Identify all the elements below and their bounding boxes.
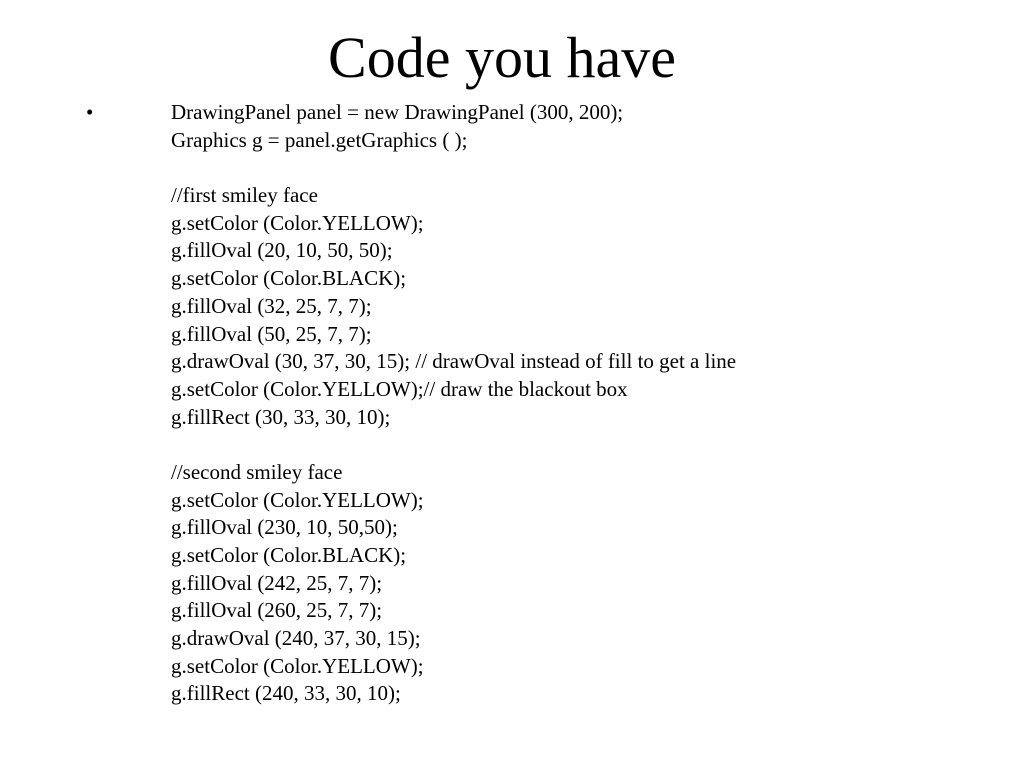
- code-line: g.drawOval (240, 37, 30, 15);: [171, 626, 421, 651]
- code-line: g.setColor (Color.BLACK);: [171, 266, 407, 291]
- code-line: g.fillOval (50, 25, 7, 7);: [171, 321, 372, 346]
- code-line: DrawingPanel panel = new DrawingPanel (300, 200);: [171, 100, 624, 124]
- code-line: g.setColor (Color.YELLOW);: [171, 487, 424, 512]
- slide-title: Code you have: [328, 25, 676, 90]
- code-comment: //first smiley face: [171, 183, 318, 208]
- code-line: g.fillOval (260, 25, 7, 7);: [171, 598, 383, 623]
- code-block: [171, 99, 991, 708]
- bullet-icon: •: [86, 100, 94, 124]
- code-line: g.fillRect (30, 33, 30, 10);: [171, 404, 391, 429]
- code-line: g.drawOval (30, 37, 30, 15); // drawOval instead of fill to get a line: [171, 349, 737, 374]
- code-line: g.fillRect (240, 33, 30, 10);: [171, 681, 401, 706]
- code-line: g.setColor (Color.YELLOW);// draw the blackout box: [171, 376, 628, 401]
- blank-line: [171, 154, 991, 182]
- code-line: g.setColor (Color.BLACK);: [171, 543, 407, 567]
- code-comment: //second smiley face: [171, 459, 343, 484]
- code-line: g.fillOval (242, 25, 7, 7);: [171, 570, 383, 595]
- code-line: g.fillOval (32, 25, 7, 7);: [171, 293, 372, 318]
- code-line: Graphics g = panel.getGraphics ( );: [171, 127, 468, 152]
- code-line: g.fillOval (20, 10, 50, 50);: [171, 238, 393, 263]
- blank-line: [171, 431, 991, 459]
- code-line: g.fillOval (230, 10, 50,50);: [171, 515, 398, 540]
- code-line: g.setColor (Color.YELLOW);: [171, 210, 424, 235]
- code-line: g.setColor (Color.YELLOW);: [171, 653, 424, 678]
